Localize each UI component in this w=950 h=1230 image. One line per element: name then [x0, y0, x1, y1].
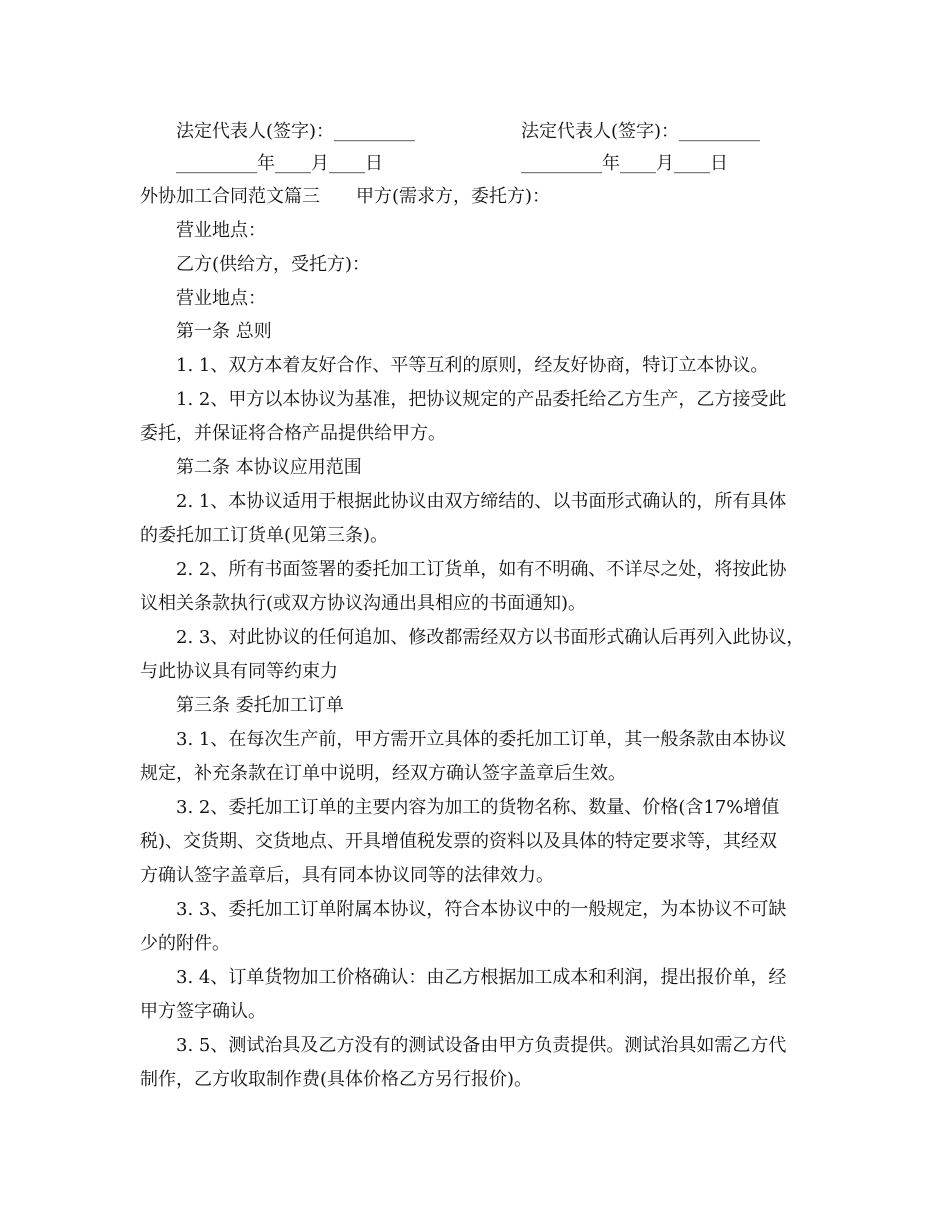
article-3-heading: 第三条 委托加工订单	[176, 695, 344, 716]
clause-3-1: 3. 1、在每次生产前，甲方需开立具体的委托加工订单，其一般条款由本协议	[176, 729, 787, 750]
clause-1-1: 1. 1、双方本着友好合作、平等互利的原则，经友好协商，特订立本协议。	[176, 355, 769, 376]
clause-3-5-cont: 制作，乙方收取制作费(具体价格乙方另行报价)。	[140, 1069, 533, 1090]
left-signature-date: _________年____月____日	[176, 153, 383, 174]
clause-2-2-cont: 议相关条款执行(或双方协议沟通出具相应的书面通知)。	[140, 593, 587, 614]
clause-3-1-cont: 规定，补充条款在订单中说明，经双方确认签字盖章后生效。	[140, 763, 626, 784]
clause-2-1: 2. 1、本协议适用于根据此协议由双方缔结的、以书面形式确认的，所有具体	[176, 491, 787, 512]
clause-2-2: 2. 2、所有书面签署的委托加工订货单，如有不明确、不详尽之处，将按此协	[176, 559, 787, 580]
clause-3-3-cont: 少的附件。	[140, 933, 230, 954]
clause-1-2: 1. 2、甲方以本协议为基准，把协议规定的产品委托给乙方生产，乙方接受此	[176, 389, 787, 410]
clause-3-2: 3. 2、委托加工订单的主要内容为加工的货物名称、数量、价格(含17%增值	[176, 797, 780, 818]
left-legal-rep-signature: 法定代表人(签字)：_________	[176, 121, 416, 142]
party-b-address-label: 营业地点：	[176, 288, 266, 309]
party-a-address-label: 营业地点：	[176, 220, 266, 241]
clause-3-4-cont: 甲方签字确认。	[140, 1001, 266, 1022]
clause-2-1-cont: 的委托加工订货单(见第三条)。	[140, 525, 389, 546]
document-title: 外协加工合同范文篇三	[140, 186, 320, 207]
clause-3-3: 3. 3、委托加工订单附属本协议，符合本协议中的一般规定，为本协议不可缺	[176, 899, 787, 920]
article-2-heading: 第二条 本协议应用范围	[176, 457, 362, 478]
clause-3-4: 3. 4、订单货物加工价格确认：由乙方根据加工成本和利润，提出报价单，经	[176, 967, 787, 988]
title-line	[140, 181, 820, 213]
clause-2-3-cont: 与此协议具有同等约束力	[140, 661, 338, 682]
clause-2-3: 2. 3、对此协议的任何追加、修改都需经双方以书面形式确认后再列入此协议，	[176, 627, 805, 648]
clause-1-2-cont: 委托，并保证将合格产品提供给甲方。	[140, 423, 446, 444]
right-signature-date: _________年____月____日	[521, 153, 728, 174]
party-a-label: 甲方(需求方，委托方)：	[356, 186, 551, 207]
clause-3-2-cont-1: 税)、交货期、交货地点、开具增值税发票的资料以及具体的特定要求等，其经双	[140, 831, 778, 852]
right-legal-rep-signature: 法定代表人(签字)：_________	[521, 121, 761, 142]
clause-3-5: 3. 5、测试治具及乙方没有的测试设备由甲方负责提供。测试治具如需乙方代	[176, 1035, 787, 1056]
party-b-label: 乙方(供给方，受托方)：	[176, 254, 371, 275]
article-1-heading: 第一条 总则	[176, 321, 272, 342]
clause-3-2-cont-2: 方确认签字盖章后，具有同本协议同等的法律效力。	[140, 865, 554, 886]
